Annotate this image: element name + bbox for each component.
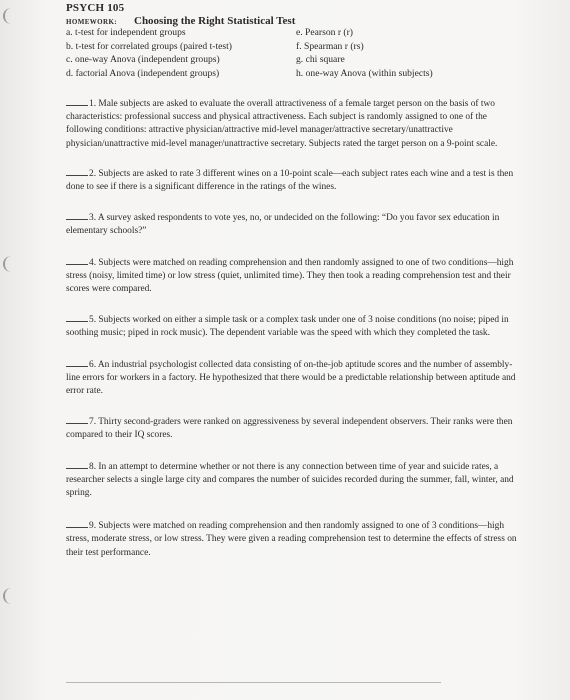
question-5: 5. Subjects worked on either a simple task or a complex task under one of 3 noise conditions (no noise; piped in soothing music; piped in rock music). The dependent variable was the speed with which they completed the task. — [66, 312, 521, 340]
answer-blank[interactable] — [66, 414, 88, 424]
answer-blank[interactable] — [66, 459, 88, 469]
option-b: b. t-test for correlated groups (paired t-test) — [66, 40, 232, 52]
answer-blank[interactable] — [66, 518, 88, 528]
question-9: 9. Subjects were matched on reading comprehension and then randomly assigned to one of 3 conditions—high stress, moderate stress, or low stress. They were given a reading comprehension test to determine the effects of stress on their test performance. — [66, 518, 521, 560]
question-6: 6. An industrial psychologist collected data consisting of on-the-job aptitude scores and the number of assembly-line errors for workers in a factory. He hypothesized that there would be a predictable relationship between aptitude and error rate. — [66, 357, 521, 399]
option-f: f. Spearman r (rs) — [296, 40, 364, 52]
question-4: 4. Subjects were matched on reading comprehension and then randomly assigned to one of two conditions—high stress (noisy, limited time) or low stress (quiet, unlimited time). They then took a reading comprehension test and their scores were compared. — [66, 255, 521, 297]
question-1: 1. Male subjects are asked to evaluate the overall attractiveness of a female target person on the basis of two characteristics: professional success and physical attractiveness. Each subject is randomly assigned to one of the following conditions: attractive physician/attractive mid-level manager/attractive secretary/unattractive physician/unattractive mid-level manager/unattractive secretary. Subjects rated the target person on a 9-point scale. — [66, 96, 521, 151]
option-d: d. factorial Anova (independent groups) — [66, 67, 220, 79]
question-list — [66, 96, 521, 560]
course-code: PSYCH 105 — [66, 2, 125, 14]
option-e: e. Pearson r (r) — [296, 27, 354, 38]
bottom-divider — [66, 682, 441, 683]
answer-blank[interactable] — [66, 166, 88, 176]
question-2: 2. Subjects are asked to rate 3 different wines on a 10-point scale—each subject rates each wine and a test is then done to see if there is a significant difference in the ratings of the wines. — [66, 166, 521, 194]
worksheet-title: Choosing the Right Statistical Test — [134, 15, 296, 27]
test-options — [66, 27, 536, 80]
answer-blank[interactable] — [66, 210, 88, 220]
question-7: 7. Thirty second-graders were ranked on aggressiveness by several independent observers. Their ranks were then compared to their IQ scores. — [66, 414, 521, 442]
answer-blank[interactable] — [66, 357, 88, 367]
binder-hole-icon — [3, 256, 14, 272]
question-8: 8. In an attempt to determine whether or not there is any connection between time of year and suicide rates, a researcher selects a single large city and compares the number of suicides recorded during the summer, fall, winter, and spring. — [66, 459, 521, 501]
binder-hole-icon — [3, 588, 14, 604]
question-3: 3. A survey asked respondents to vote yes, no, or undecided on the following: “Do you favor sex education in elementary schools?” — [66, 210, 521, 238]
answer-blank[interactable] — [66, 312, 88, 322]
option-g: g. chi square — [296, 54, 345, 66]
option-a: a. t-test for independent groups — [66, 27, 186, 38]
answer-blank[interactable] — [66, 96, 88, 106]
worksheet-header — [66, 2, 546, 27]
homework-label: HOMEWORK: — [66, 18, 118, 26]
option-h: h. one-way Anova (within subjects) — [296, 67, 433, 79]
binder-holes — [0, 0, 20, 700]
binder-hole-icon — [3, 8, 14, 24]
answer-blank[interactable] — [66, 255, 88, 265]
option-c: c. one-way Anova (independent groups) — [66, 54, 220, 66]
